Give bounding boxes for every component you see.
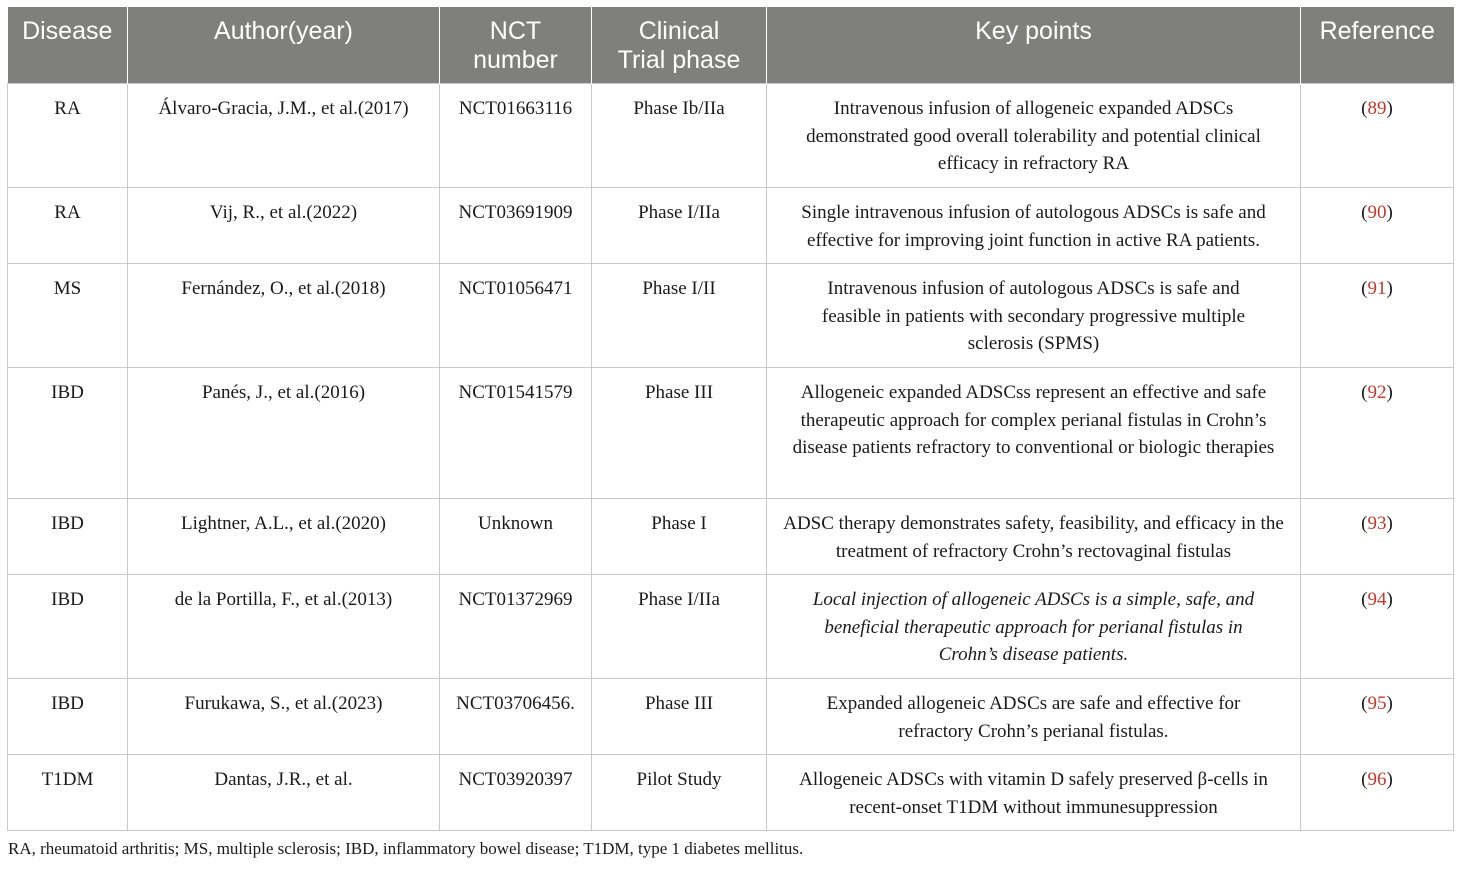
cell-author: Panés, J., et al.(2016) xyxy=(128,368,440,499)
cell-disease: MS xyxy=(8,264,128,368)
cell-nct: NCT01541579 xyxy=(440,368,592,499)
cell-reference: (94) xyxy=(1301,575,1454,679)
cell-reference: (92) xyxy=(1301,368,1454,499)
cell-nct: NCT01372969 xyxy=(440,575,592,679)
cell-phase: Phase I xyxy=(592,499,767,575)
reference-link[interactable]: 89 xyxy=(1367,98,1387,119)
table-container xyxy=(7,7,1453,859)
clinical-trials-table xyxy=(7,7,1454,831)
cell-reference: (93) xyxy=(1301,499,1454,575)
cell-phase: Phase I/II xyxy=(592,264,767,368)
cell-phase: Phase III xyxy=(592,368,767,499)
cell-author: Dantas, J.R., et al. xyxy=(128,755,440,831)
cell-disease: IBD xyxy=(8,368,128,499)
cell-key-points: Allogeneic expanded ADSCss represent an effective and safe therapeutic approach for complex perianal fistulas in Crohn’s disease patients refractory to conventional or biologic therapies xyxy=(767,368,1301,499)
cell-author: Furukawa, S., et al.(2023) xyxy=(128,679,440,755)
header-clinical-trial-phase: Clinical Trial phase xyxy=(592,7,767,84)
cell-author: de la Portilla, F., et al.(2013) xyxy=(128,575,440,679)
cell-nct: NCT03706456. xyxy=(440,679,592,755)
cell-nct: Unknown xyxy=(440,499,592,575)
cell-reference: (90) xyxy=(1301,188,1454,264)
cell-disease: IBD xyxy=(8,499,128,575)
header-reference: Reference xyxy=(1301,7,1454,84)
table-row xyxy=(8,84,1454,188)
table-row xyxy=(8,188,1454,264)
cell-author: Álvaro-Gracia, J.M., et al.(2017) xyxy=(128,84,440,188)
reference-link[interactable]: 90 xyxy=(1367,202,1387,223)
cell-phase: Phase Ib/IIa xyxy=(592,84,767,188)
reference-link[interactable]: 92 xyxy=(1367,382,1387,403)
reference-link[interactable]: 94 xyxy=(1367,589,1387,610)
table-row xyxy=(8,368,1454,499)
cell-disease: RA xyxy=(8,84,128,188)
cell-reference: (91) xyxy=(1301,264,1454,368)
cell-phase: Phase I/IIa xyxy=(592,188,767,264)
cell-key-points: Expanded allogeneic ADSCs are safe and effective for refractory Crohn’s perianal fistulas. xyxy=(767,679,1301,755)
cell-disease: IBD xyxy=(8,575,128,679)
cell-disease: IBD xyxy=(8,679,128,755)
cell-phase: Phase I/IIa xyxy=(592,575,767,679)
table-row xyxy=(8,499,1454,575)
cell-disease: T1DM xyxy=(8,755,128,831)
cell-key-points: ADSC therapy demonstrates safety, feasibility, and efficacy in the treatment of refractory Crohn’s rectovaginal fistulas xyxy=(767,499,1301,575)
cell-nct: NCT01663116 xyxy=(440,84,592,188)
cell-reference: (89) xyxy=(1301,84,1454,188)
cell-disease: RA xyxy=(8,188,128,264)
cell-phase: Pilot Study xyxy=(592,755,767,831)
reference-link[interactable]: 93 xyxy=(1367,513,1387,534)
cell-reference: (96) xyxy=(1301,755,1454,831)
cell-reference: (95) xyxy=(1301,679,1454,755)
cell-key-points: Intravenous infusion of allogeneic expanded ADSCs demonstrated good overall tolerability and potential clinical efficacy in refractory RA xyxy=(767,84,1301,188)
cell-phase: Phase III xyxy=(592,679,767,755)
table-row xyxy=(8,679,1454,755)
cell-nct: NCT03691909 xyxy=(440,188,592,264)
table-row xyxy=(8,264,1454,368)
header-author-year: Author(year) xyxy=(128,7,440,84)
cell-key-points: Intravenous infusion of autologous ADSCs is safe and feasible in patients with secondary progressive multiple sclerosis (SPMS) xyxy=(767,264,1301,368)
cell-key-points: Local injection of allogeneic ADSCs is a simple, safe, and beneficial therapeutic approach for perianal fistulas in Crohn’s disease patients. xyxy=(767,575,1301,679)
header-disease: Disease xyxy=(8,7,128,84)
table-row xyxy=(8,755,1454,831)
cell-key-points: Single intravenous infusion of autologous ADSCs is safe and effective for improving joint function in active RA patients. xyxy=(767,188,1301,264)
cell-author: Lightner, A.L., et al.(2020) xyxy=(128,499,440,575)
header-key-points: Key points xyxy=(767,7,1301,84)
cell-author: Vij, R., et al.(2022) xyxy=(128,188,440,264)
table-row xyxy=(8,575,1454,679)
cell-nct: NCT01056471 xyxy=(440,264,592,368)
cell-nct: NCT03920397 xyxy=(440,755,592,831)
reference-link[interactable]: 91 xyxy=(1367,278,1387,299)
cell-key-points: Allogeneic ADSCs with vitamin D safely preserved β-cells in recent-onset T1DM without immunesuppression xyxy=(767,755,1301,831)
cell-author: Fernández, O., et al.(2018) xyxy=(128,264,440,368)
table-footnote: RA, rheumatoid arthritis; MS, multiple sclerosis; IBD, inflammatory bowel disease; T1DM, type 1 diabetes mellitus. xyxy=(8,839,804,858)
header-nct-number: NCT number xyxy=(440,7,592,84)
header-row xyxy=(8,7,1454,84)
reference-link[interactable]: 96 xyxy=(1367,769,1387,790)
reference-link[interactable]: 95 xyxy=(1367,693,1387,714)
